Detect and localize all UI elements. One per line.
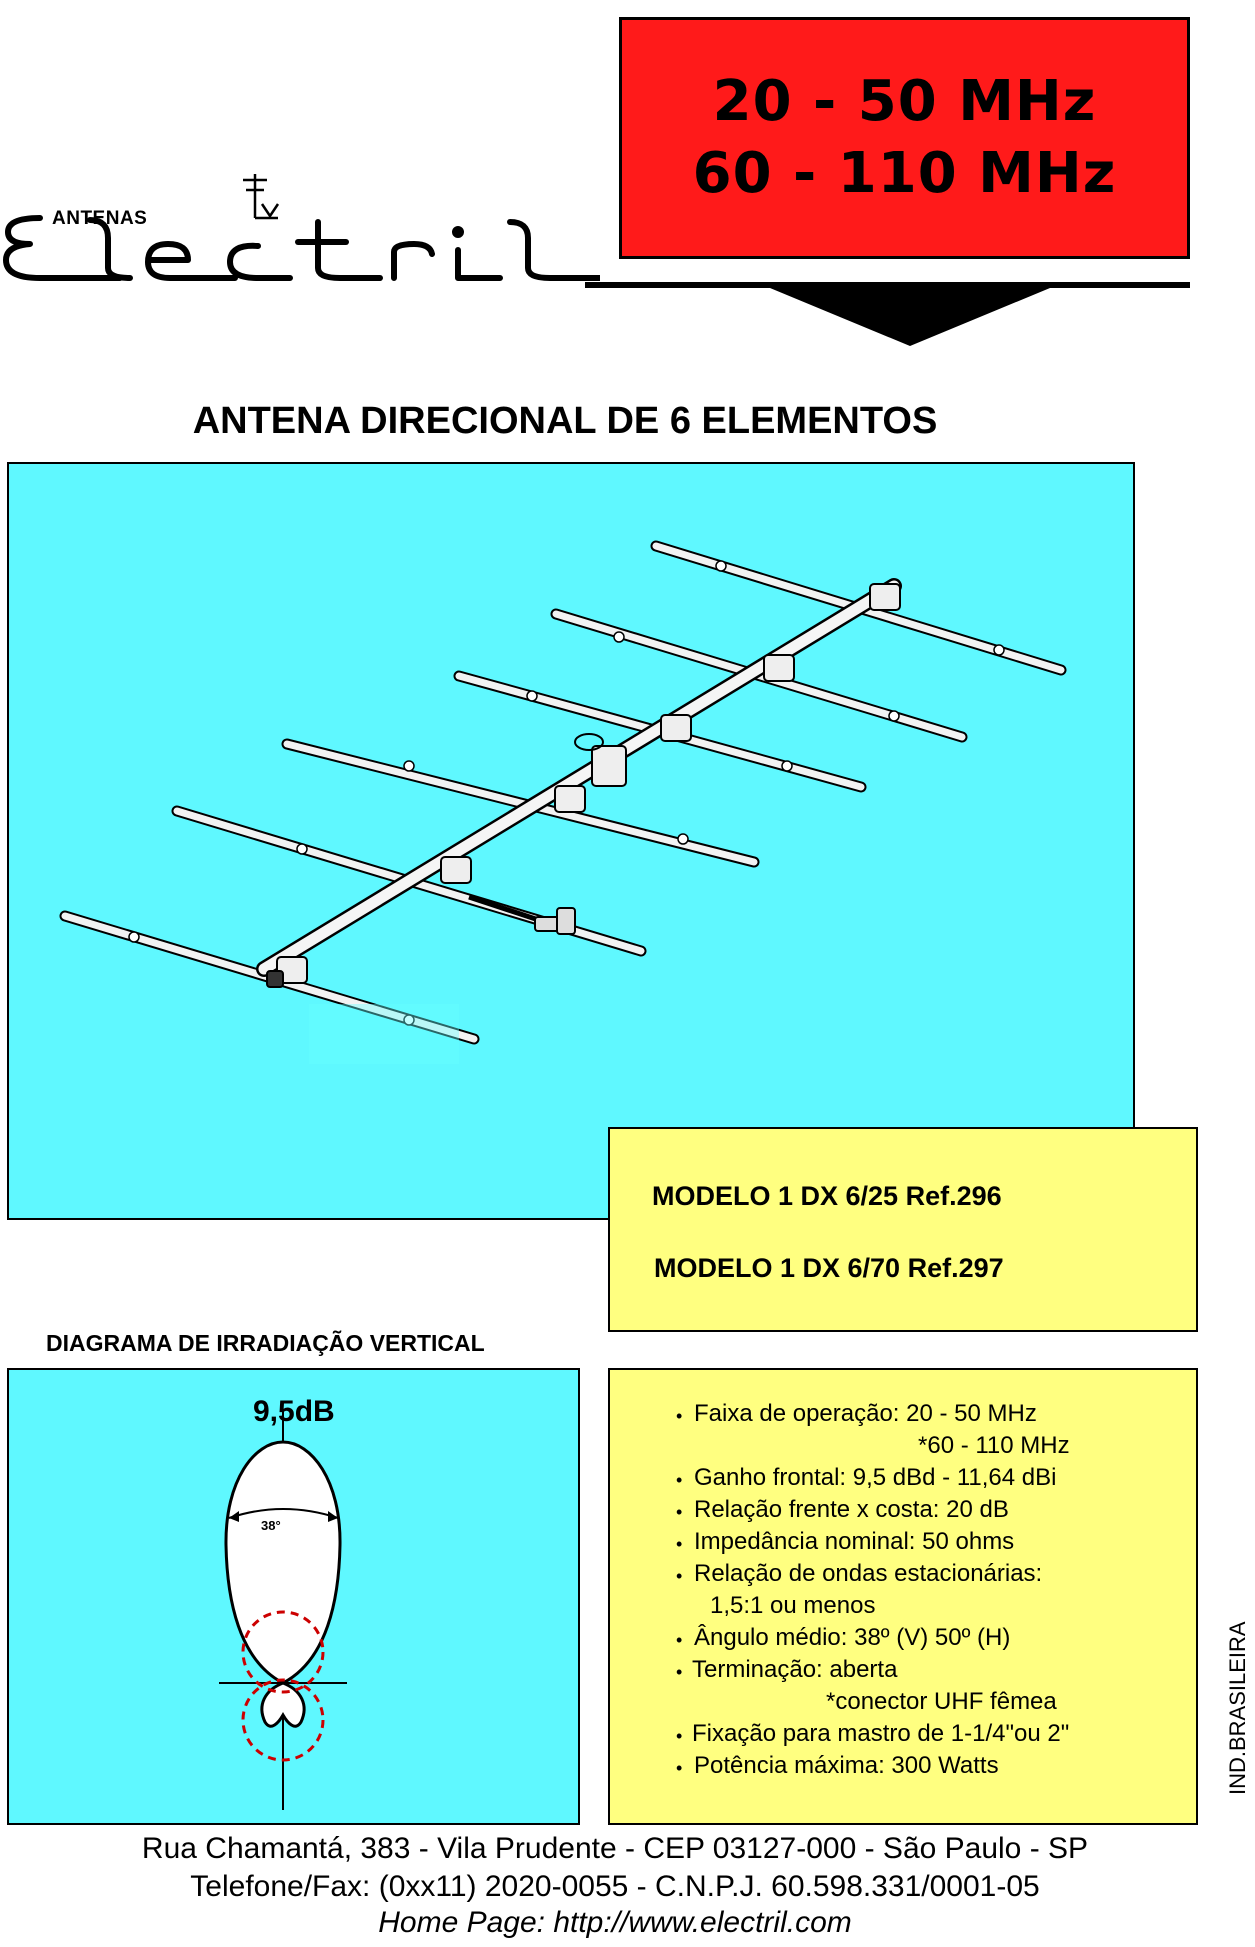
spec-item: *conector UHF fêmea (826, 1688, 1057, 1715)
spec-item: *60 - 110 MHz (918, 1432, 1070, 1459)
spec-item: Terminação: aberta (692, 1656, 898, 1683)
frequency-box (619, 17, 1190, 259)
antenna-boom (264, 586, 894, 969)
yagi-antenna-drawing (9, 464, 1133, 1218)
spec-item: Relação de ondas estacionárias: (694, 1560, 1043, 1587)
bullet-icon: • (676, 1726, 683, 1746)
gain-label: 9,5dB (253, 1395, 335, 1428)
frequency-line-2: 60 - 110 MHz (692, 141, 1117, 206)
bullet-icon: • (676, 1406, 683, 1426)
bullet-icon: • (676, 1502, 683, 1522)
bullet-icon: • (676, 1566, 683, 1586)
electril-logo (0, 160, 600, 290)
side-label: IND.BRASILEIRA (1225, 1621, 1250, 1795)
bullet-icon: • (676, 1662, 683, 1682)
spec-item: Impedância nominal: 50 ohms (694, 1528, 1015, 1555)
spec-item: Relação frente x costa: 20 dB (694, 1496, 1009, 1523)
specifications-box (608, 1368, 1198, 1825)
antenna-illustration-panel (7, 462, 1135, 1220)
brand-subtitle: ANTENAS (52, 208, 148, 229)
footer-address: Rua Chamantá, 383 - Vila Prudente - CEP 03127-000 - São Paulo - SP (141, 1832, 1089, 1865)
spec-item: Fixação para mastro de 1-1/4"ou 2" (692, 1720, 1070, 1747)
radiation-pattern-drawing (9, 1370, 578, 1823)
down-arrow-icon (770, 288, 1050, 348)
logo-antenna-icon (243, 174, 278, 218)
spec-item: Potência máxima: 300 Watts (694, 1752, 999, 1779)
radiation-diagram-panel (7, 1368, 580, 1825)
model-2-label: MODELO 1 DX 6/70 Ref.297 (654, 1253, 1004, 1283)
angle-label: 38° (261, 1518, 281, 1533)
model-info-box (608, 1127, 1198, 1332)
bullet-icon: • (676, 1470, 683, 1490)
page-title: ANTENA DIRECIONAL DE 6 ELEMENTOS (192, 400, 938, 442)
footer-phone: Telefone/Fax: (0xx11) 2020-0055 - C.N.P.J. 60.598.331/0001-05 (190, 1870, 1040, 1903)
frequency-line-1: 20 - 50 MHz (712, 69, 1097, 134)
spec-item: Ângulo médio: 38º (V) 50º (H) (694, 1624, 1011, 1651)
spec-item: 1,5:1 ou menos (710, 1592, 876, 1619)
diagram-title: DIAGRAMA DE IRRADIAÇÃO VERTICAL (46, 1330, 485, 1356)
model-1-label: MODELO 1 DX 6/25 Ref.296 (652, 1181, 1002, 1211)
footer-website-link[interactable]: Home Page: http://www.electril.com (378, 1906, 852, 1939)
bullet-icon: • (676, 1534, 683, 1554)
bullet-icon: • (676, 1758, 683, 1778)
spec-item: Ganho frontal: 9,5 dBd - 11,64 dBi (694, 1464, 1057, 1491)
spec-item: Faixa de operação: 20 - 50 MHz (694, 1400, 1037, 1427)
bullet-icon: • (676, 1630, 683, 1650)
